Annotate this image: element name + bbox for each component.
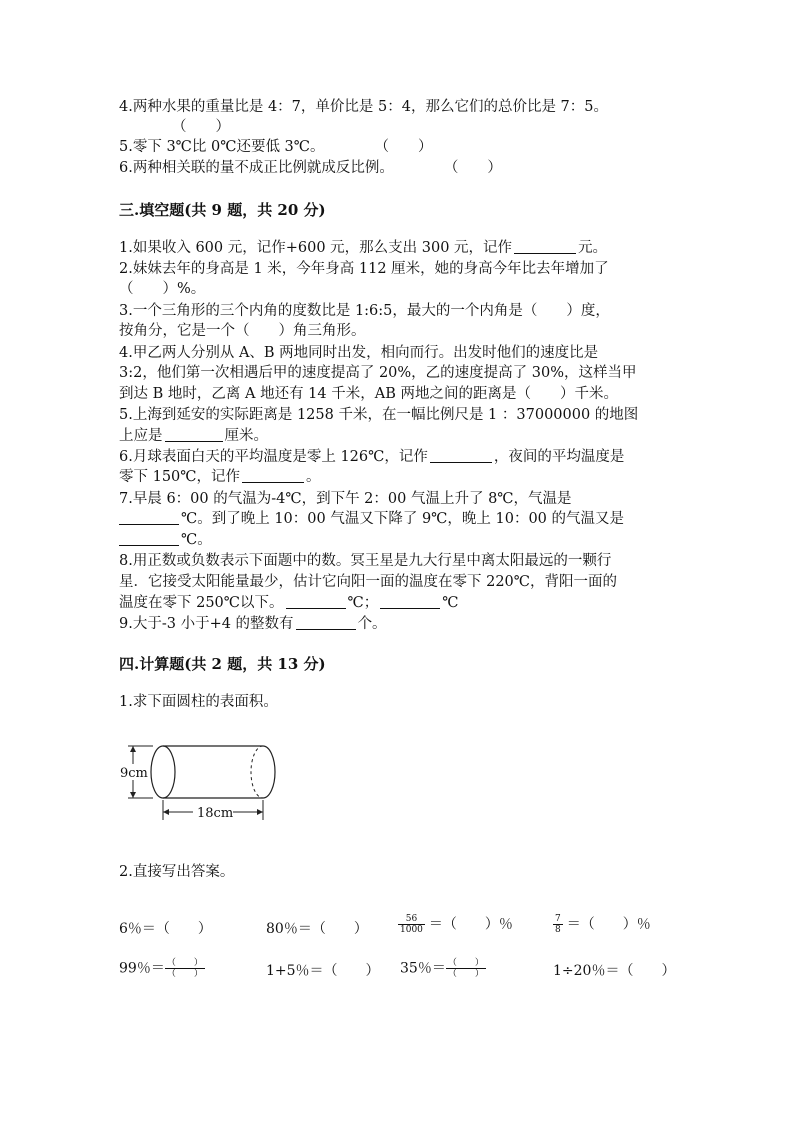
judge-q4: 4.两种水果的重量比是 4：7，单价比是 5：4，那么它们的总价比是 7：5。 (119, 99, 609, 115)
fill-q3-cont: 按角分，它是一个（ ）角三角形。 (119, 323, 366, 339)
fill-q7-cont1: ℃。到了晚上 10：00 气温又下降了 9℃，晚上 10：00 的气温又是 (119, 509, 624, 529)
calc-item-80-percent[interactable]: 80％＝（ ） (266, 921, 368, 937)
fill-q8-cont2: 温度在零下 250℃以下。 ℃； ℃ (119, 595, 459, 611)
cylinder-left-face (151, 746, 175, 798)
fill-q9-blank[interactable] (296, 615, 356, 630)
fill-q7-cont2: ℃。 (119, 530, 212, 550)
fill-q4-cont2: 到达 B 地时，乙离 A 地还有 14 千米，AB 两地之间的距离是（ ）千米。 (119, 386, 618, 402)
fill-q6-blank2[interactable] (242, 468, 304, 483)
fill-q8: 8.用正数或负数表示下面题中的数。冥王星是九大行星中离太阳最远的一颗行 (119, 553, 612, 569)
fill-q5: 5.上海到延安的实际距离是 1258 千米，在一幅比例尺是 1 ：37000000 的地图 (119, 407, 639, 423)
fill-q2-answer[interactable]: （ ）%。 (119, 281, 206, 297)
calc-q1: 1.求下面圆柱的表面积。 (119, 694, 278, 710)
fill-q6-blank1[interactable] (430, 448, 492, 463)
fill-q2: 2.妹妹去年的身高是 1 米，今年身高 112 厘米，她的身高今年比去年增加了 (119, 261, 609, 277)
fill-q8-blank2[interactable] (380, 594, 440, 609)
judge-q4-answer[interactable]: （ ） (172, 119, 230, 135)
judge-q6-answer[interactable]: （ ） (443, 160, 502, 176)
calc-item-7-over-8[interactable]: $\frac{7}{8}$ ＝（ ）％ (555, 914, 651, 935)
fraction-56-1000: $\frac{56}{1000}$ (400, 914, 423, 935)
fill-q7: 7.早晨 6：00 的气温为-4℃，到下午 2：00 气温上升了 8℃，气温是 (119, 491, 572, 507)
section3-title: 三.填空题(共 9 题，共 20 分) (119, 201, 326, 219)
fill-q4: 4.甲乙两人分别从 A、B 两地同时出发，相向而行。出发时他们的速度比是 (119, 345, 599, 361)
height-label: 9cm (120, 766, 148, 781)
fraction-blank-1: $\frac{( )}{( )}$ (166, 958, 203, 979)
fill-q4-cont1: 3:2，他们第一次相遇后甲的速度提高了 20%，乙的速度提高了 30%，这样当甲 (119, 365, 637, 381)
fill-q5-blank[interactable] (165, 427, 223, 442)
section4-title: 四.计算题(共 2 题，共 13 分) (119, 655, 326, 673)
judge-q6: 6.两种相关联的量不成正比例就成反比例。 （ ） (119, 160, 502, 176)
fill-q1-blank[interactable] (514, 239, 576, 254)
fill-q9: 9.大于-3 小于+4 的整数有 个。 (119, 616, 387, 632)
arrow-left-icon (163, 809, 169, 815)
fill-q5-cont: 上应是 厘米。 (119, 428, 268, 444)
calc-item-1-plus-5-percent[interactable]: 1+5％＝（ ） (266, 963, 380, 979)
fill-q6-cont: 零下 150℃，记作 。 (119, 469, 321, 485)
fill-q7-blank1[interactable] (119, 510, 179, 525)
cylinder-right-face-hidden (251, 746, 263, 798)
fraction-blank-2: $\frac{( )}{( )}$ (447, 958, 484, 979)
fill-q7-blank2[interactable] (119, 531, 179, 546)
fill-q1: 1.如果收入 600 元，记作+600 元，那么支出 300 元，记作 元。 (119, 240, 608, 256)
cylinder-right-face-front (263, 746, 275, 798)
fill-q8-cont1: 星．它接受太阳能量最少，估计它向阳一面的温度在零下 220℃，背阳一面的 (119, 574, 618, 590)
cylinder-diagram (117, 738, 287, 826)
fill-q8-blank1[interactable] (286, 594, 346, 609)
calc-item-99-percent[interactable]: 99％＝ $\frac{( )}{( )}$ (119, 958, 203, 979)
judge-q5-answer[interactable]: （ ） (374, 139, 433, 155)
fraction-7-8: $\frac{7}{8}$ (555, 914, 561, 935)
calc-q2: 2.直接写出答案。 (119, 864, 235, 880)
length-label: 18cm (197, 806, 234, 821)
arrow-right-icon (257, 809, 263, 815)
calc-item-6-percent[interactable]: 6％＝（ ） (119, 921, 212, 937)
calc-item-35-percent[interactable]: 35％＝ $\frac{( )}{( )}$ (400, 958, 484, 979)
arrow-down-icon (130, 792, 136, 798)
calc-item-1-div-20-percent[interactable]: 1÷20％＝（ ） (553, 963, 676, 979)
judge-q5: 5.零下 3℃比 0℃还要低 3℃。 （ ） (119, 139, 433, 155)
fill-q6: 6.月球表面白天的平均温度是零上 126℃，记作 ，夜间的平均温度是 (119, 449, 625, 465)
fill-q3: 3.一个三角形的三个内角的度数比是 1:6:5，最大的一个内角是（ ）度， (119, 303, 610, 319)
calc-item-56-over-1000[interactable]: $\frac{56}{1000}$ ＝（ ）％ (400, 914, 513, 935)
arrow-up-icon (130, 746, 136, 752)
